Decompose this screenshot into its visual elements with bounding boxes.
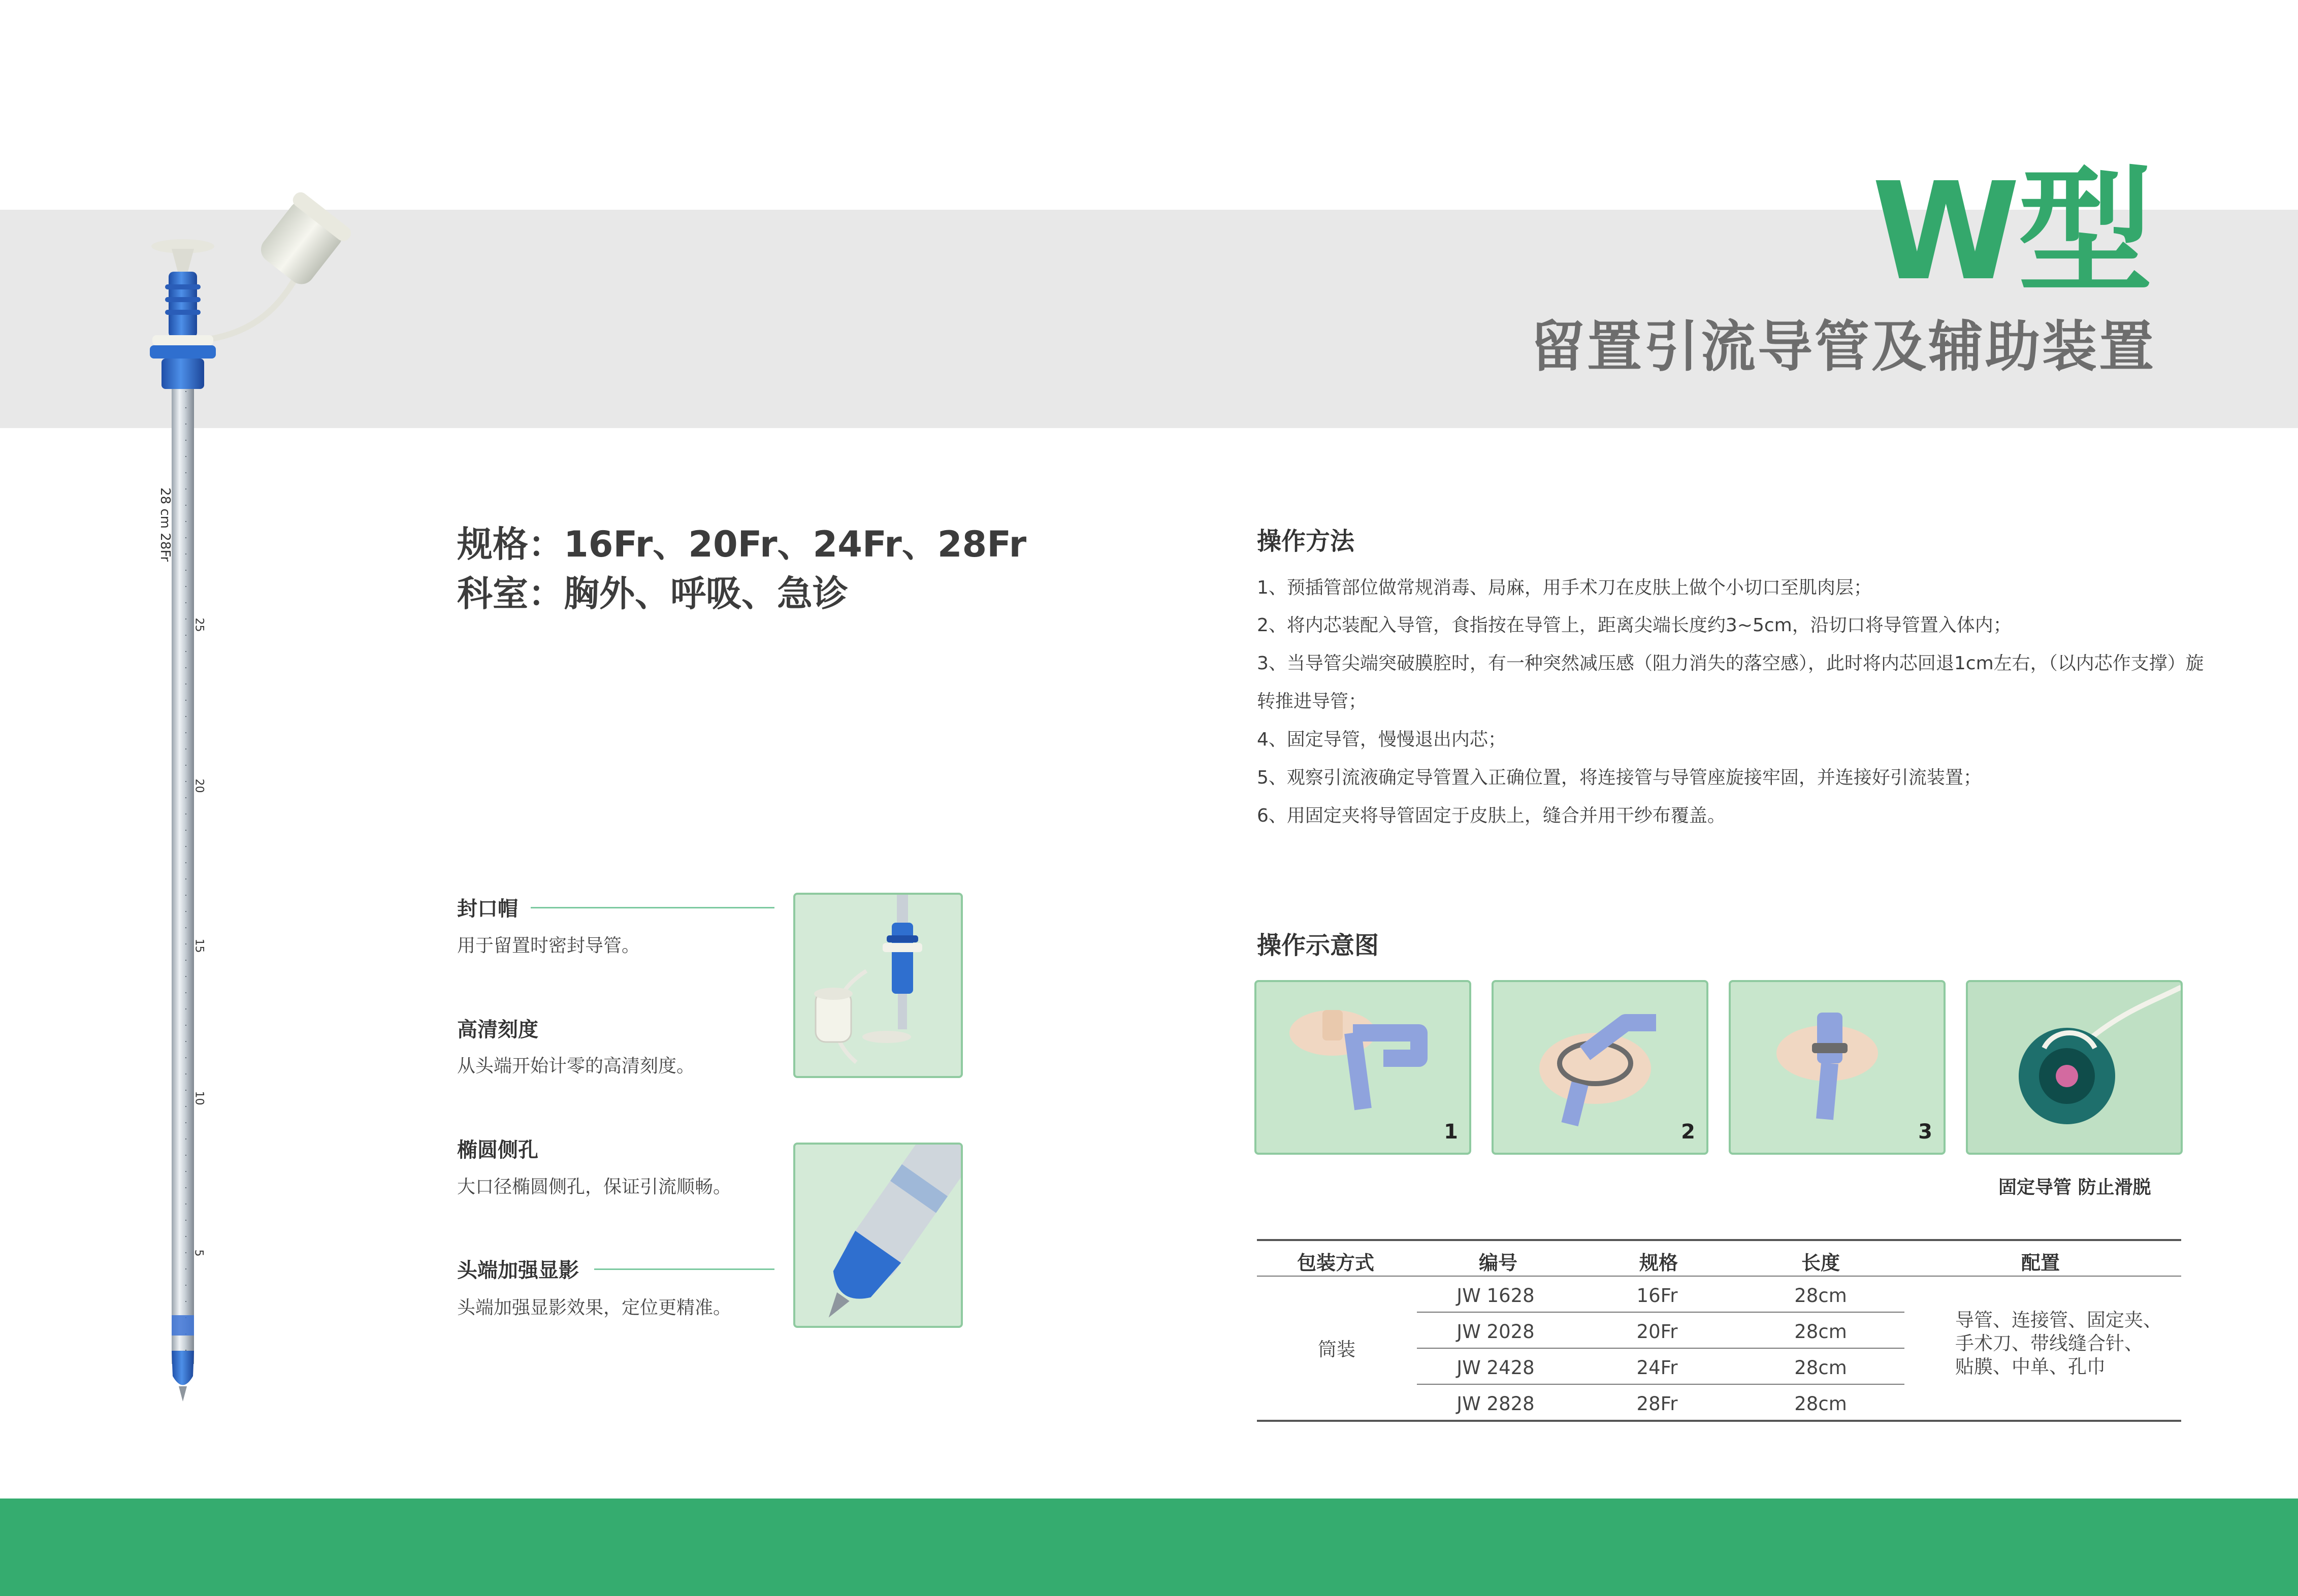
table-cell-package: 筒装	[1318, 1339, 1355, 1360]
diagram-number: 1	[1444, 1120, 1458, 1144]
table-cell-code: JW 2828	[1457, 1393, 1535, 1415]
spec-sizes: 规格：16Fr、20Fr、24Fr、28Fr	[457, 524, 1027, 565]
feature-desc-seal-cap: 用于留置时密封导管。	[457, 935, 640, 956]
table-header-rule	[1257, 1276, 2181, 1277]
model-title: W型	[1871, 154, 2151, 310]
tube-tick-5: 5	[192, 1249, 205, 1257]
product-subtitle: 留置引流导管及辅助装置	[1530, 315, 2156, 379]
diagram-fixing-clip	[1966, 980, 2183, 1155]
feature-desc-side-hole: 大口径椭圆侧孔，保证引流顺畅。	[457, 1177, 732, 1197]
table-cell-code: JW 2028	[1457, 1321, 1535, 1343]
operation-title: 操作方法	[1257, 527, 1355, 556]
diagram-title: 操作示意图	[1257, 931, 1379, 960]
feature-title-side-hole: 椭圆侧孔	[457, 1138, 538, 1162]
tube-top-label: 28 cm 28Fr	[157, 487, 173, 562]
diagram-number: 2	[1681, 1120, 1695, 1144]
table-cell-config-line: 手术刀、带线缝合针、	[1955, 1332, 2143, 1354]
table-cell-config-line: 贴膜、中单、孔巾	[1955, 1356, 2106, 1378]
diagram-step-3	[1729, 980, 1946, 1155]
table-cell-length: 28cm	[1794, 1321, 1847, 1343]
table-header-code: 编号	[1478, 1252, 1518, 1274]
table-row-rule	[1417, 1312, 1904, 1313]
table-header-config: 配置	[2021, 1252, 2060, 1274]
feature-title-scale: 高清刻度	[457, 1018, 538, 1041]
table-cell-spec: 16Fr	[1636, 1285, 1678, 1307]
diagram-step-1	[1254, 980, 1471, 1155]
table-header-package: 包装方式	[1297, 1252, 1375, 1274]
table-cell-code: JW 1628	[1457, 1285, 1535, 1307]
operation-step: 5、观察引流液确定导管置入正确位置，将连接管与导管座旋接牢固，并连接好引流装置；	[1257, 767, 1982, 788]
table-header-spec: 规格	[1639, 1252, 1678, 1274]
diagram-number: 3	[1918, 1120, 1932, 1144]
table-cell-length: 28cm	[1794, 1285, 1847, 1307]
feature-title-tip: 头端加强显影	[457, 1259, 579, 1282]
feature-title-seal-cap: 封口帽	[457, 897, 518, 921]
table-cell-spec: 24Fr	[1636, 1357, 1678, 1379]
catheter-illustration	[137, 183, 381, 1422]
tip-photo	[793, 1143, 963, 1328]
table-row-rule	[1417, 1348, 1904, 1349]
operation-step: 转推进导管；	[1257, 691, 1367, 712]
table-header-length: 长度	[1801, 1252, 1840, 1274]
table-cell-spec: 20Fr	[1636, 1321, 1678, 1343]
table-cell-length: 28cm	[1794, 1357, 1847, 1379]
table-row-rule	[1417, 1384, 1904, 1385]
table-cell-code: JW 2428	[1457, 1357, 1535, 1379]
operation-step: 1、预插管部位做常规消毒、局麻，用手术刀在皮肤上做个小切口至肌肉层；	[1257, 577, 1872, 598]
tube-tick-10: 10	[192, 1091, 206, 1105]
feature-desc-scale: 从头端开始计零的高清刻度。	[457, 1056, 695, 1077]
operation-step: 3、当导管尖端突破膜腔时，有一种突然减压感（阻力消失的落空感），此时将内芯回退1cm左右，（以内芯作支撑）旋	[1257, 653, 2204, 674]
operation-step: 4、固定导管，慢慢退出内芯；	[1257, 729, 1506, 750]
feature-leader-line	[531, 907, 774, 908]
table-cell-length: 28cm	[1794, 1393, 1847, 1415]
diagram-step-2	[1492, 980, 1708, 1155]
tube-tick-20: 20	[192, 778, 206, 793]
tube-tick-25: 25	[192, 617, 206, 632]
feature-leader-line	[594, 1268, 774, 1270]
tube-tick-15: 15	[192, 938, 206, 953]
table-cell-config-line: 导管、连接管、固定夹、	[1955, 1309, 2162, 1331]
table-bottom-rule	[1257, 1420, 2181, 1422]
operation-step: 2、将内芯装配入导管，食指按在导管上，距离尖端长度约3~5cm，沿切口将导管置入体内；	[1257, 615, 2012, 636]
table-cell-spec: 28Fr	[1636, 1393, 1678, 1415]
table-top-rule	[1257, 1239, 2181, 1241]
feature-desc-tip: 头端加强显影效果，定位更精准。	[457, 1297, 732, 1318]
seal-cap-photo	[793, 893, 963, 1078]
diagram-caption: 固定导管 防止滑脱	[1998, 1177, 2151, 1198]
footer-band	[0, 1499, 2298, 1596]
spec-departments: 科室：胸外、呼吸、急诊	[457, 573, 848, 614]
operation-step: 6、用固定夹将导管固定于皮肤上，缝合并用干纱布覆盖。	[1257, 805, 1726, 826]
